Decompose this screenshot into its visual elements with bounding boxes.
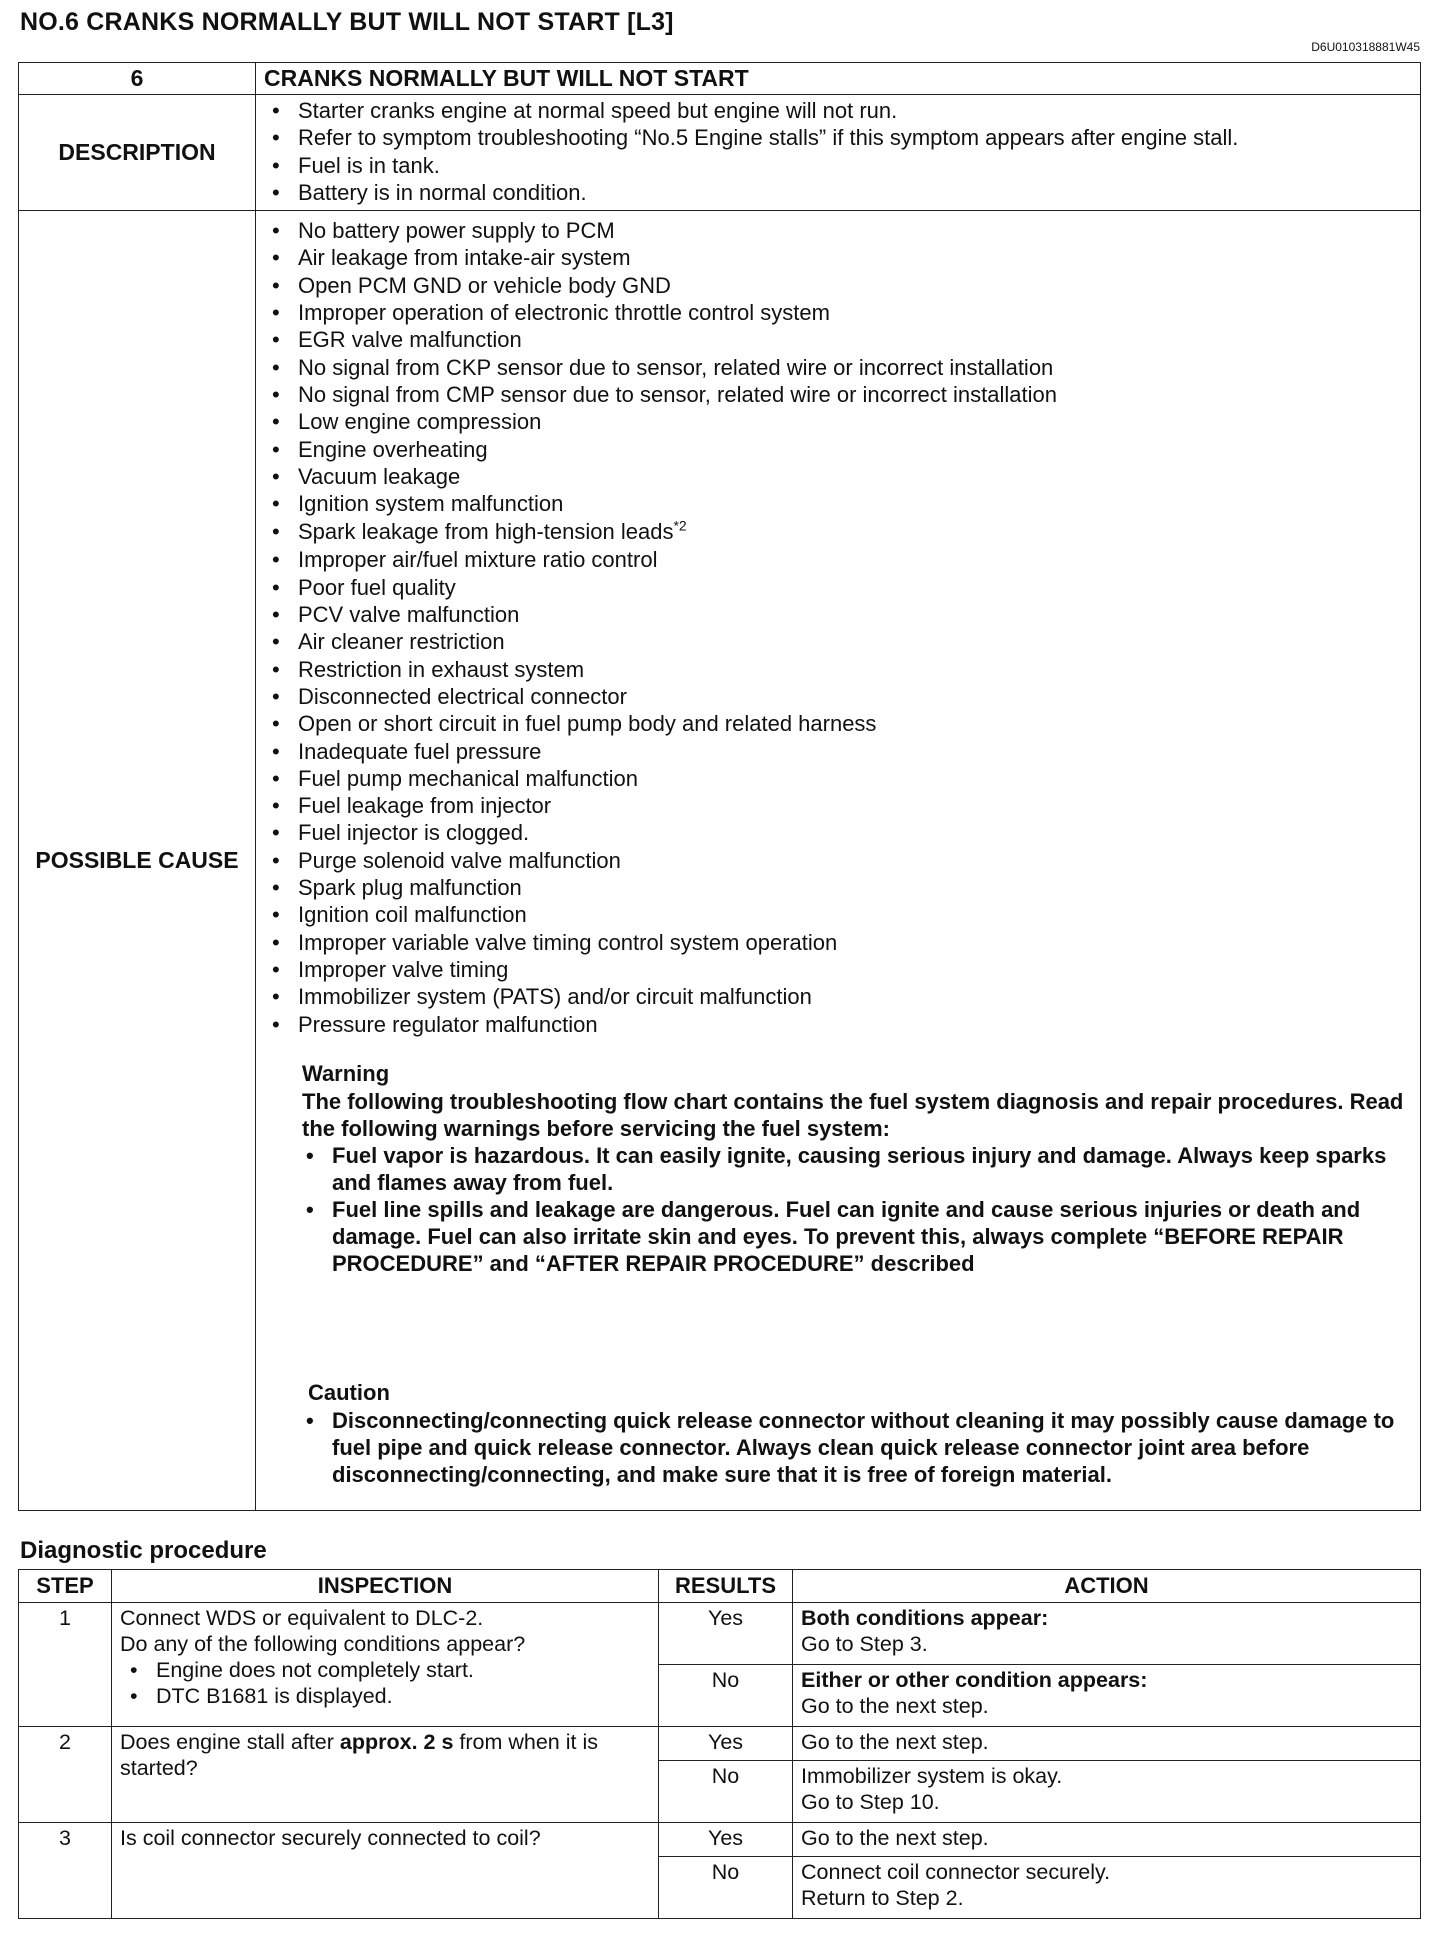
description-label: DESCRIPTION	[19, 95, 256, 211]
list-item: • Disconnected electrical connector	[268, 683, 1412, 710]
table-row	[19, 1603, 1421, 1665]
step-number: 1	[19, 1603, 112, 1727]
step-header: STEP	[19, 1570, 112, 1603]
action-cell	[793, 1603, 1421, 1665]
list-item: • Air leakage from intake-air system	[268, 244, 1412, 271]
list-item: • Fuel vapor is hazardous. It can easily ignite, causing serious injury and damage. Always keep sparks and flames away from fuel.	[302, 1142, 1412, 1196]
action-cell	[793, 1761, 1421, 1823]
list-item: • No signal from CKP sensor due to sensor, related wire or incorrect installation	[268, 354, 1412, 381]
page-title: NO.6 CRANKS NORMALLY BUT WILL NOT START [L3]	[20, 8, 674, 36]
step-number: 3	[19, 1823, 112, 1919]
inspection-text: Does engine stall after	[120, 1730, 340, 1754]
caution-title: Caution	[308, 1379, 390, 1405]
list-item: • Inadequate fuel pressure	[268, 738, 1412, 765]
warning-list	[302, 1142, 1412, 1277]
table-row	[19, 1823, 1421, 1857]
warning-block	[302, 1060, 1412, 1277]
inspection-text: Do any of the following conditions appear?	[120, 1632, 526, 1656]
list-item	[268, 517, 1412, 546]
list-item: • Refer to symptom troubleshooting “No.5 Engine stalls” if this symptom appears after engine stall.	[268, 124, 1412, 151]
list-item: • PCV valve malfunction	[268, 601, 1412, 628]
action-text: Return to Step 2.	[801, 1886, 964, 1910]
condition-list	[126, 1657, 650, 1709]
action-cell	[793, 1857, 1421, 1919]
diagnostic-title: Diagnostic procedure	[20, 1537, 267, 1564]
list-item: • Air cleaner restriction	[268, 628, 1412, 655]
list-item: • Battery is in normal condition.	[268, 179, 1412, 206]
action-text: Go to the next step.	[801, 1694, 989, 1718]
result-yes: Yes	[659, 1727, 793, 1761]
list-item: • Poor fuel quality	[268, 574, 1412, 601]
results-header: RESULTS	[659, 1570, 793, 1603]
list-item: • Fuel line spills and leakage are dangerous. Fuel can ignite and cause serious injuries or death and damage. Fuel can also irritate skin and eyes. To prevent this, always complete “BEFORE REPAIR PROCEDURE” and “AFTER REPAIR PROCEDURE” described	[302, 1196, 1412, 1277]
list-item: • Restriction in exhaust system	[268, 656, 1412, 683]
list-item: • Open PCM GND or vehicle body GND	[268, 272, 1412, 299]
diagnostic-header-row	[19, 1570, 1421, 1603]
list-item: • Improper operation of electronic throttle control system	[268, 299, 1412, 326]
result-no: No	[659, 1665, 793, 1727]
inspection-header: INSPECTION	[112, 1570, 659, 1603]
list-item: • Immobilizer system (PATS) and/or circuit malfunction	[268, 983, 1412, 1010]
list-item: • Purge solenoid valve malfunction	[268, 847, 1412, 874]
list-item: • Improper air/fuel mixture ratio control	[268, 546, 1412, 573]
action-text: Connect coil connector securely.	[801, 1860, 1111, 1884]
footnote-marker: *2	[673, 518, 687, 535]
list-item: • No battery power supply to PCM	[268, 217, 1412, 244]
inspection-text: Is coil connector securely connected to coil?	[112, 1823, 659, 1919]
table-row	[19, 1727, 1421, 1761]
list-item: • Ignition coil malfunction	[268, 901, 1412, 928]
spark-cause-text: Spark leakage from high-tension leads	[298, 519, 674, 545]
list-item: • Improper valve timing	[268, 956, 1412, 983]
cause-list-spark	[268, 517, 1412, 546]
action-text: Go to the next step.	[793, 1823, 1421, 1857]
cause-list-continued	[268, 546, 1412, 1037]
list-item: • Improper variable valve timing control system operation	[268, 929, 1412, 956]
action-cell	[793, 1665, 1421, 1727]
action-bold-text: Either or other condition appears:	[801, 1668, 1148, 1692]
description-content	[256, 95, 1421, 211]
document-code: D6U010318881W45	[1311, 40, 1420, 54]
list-item: • Ignition system malfunction	[268, 490, 1412, 517]
description-row	[19, 95, 1421, 211]
action-text: Go to Step 3.	[801, 1632, 928, 1656]
list-item: • Open or short circuit in fuel pump body and related harness	[268, 710, 1412, 737]
possible-cause-content	[256, 211, 1421, 1511]
step-number: 2	[19, 1727, 112, 1823]
list-item: • Engine does not completely start.	[126, 1657, 650, 1683]
list-item: • Low engine compression	[268, 408, 1412, 435]
caution-list	[302, 1407, 1412, 1488]
list-item: • DTC B1681 is displayed.	[126, 1683, 650, 1709]
diagnostic-table	[18, 1569, 1421, 1919]
possible-cause-row	[19, 211, 1421, 1511]
caution-block	[308, 1379, 1412, 1488]
list-item: • Fuel injector is clogged.	[268, 819, 1412, 846]
warning-text: The following troubleshooting flow chart contains the fuel system diagnosis and repair procedures. Read the following warnings before servicing the fuel system:	[302, 1088, 1404, 1141]
list-item: • Spark plug malfunction	[268, 874, 1412, 901]
list-item: • Starter cranks engine at normal speed but engine will not run.	[268, 97, 1412, 124]
inspection-text: Connect WDS or equivalent to DLC-2.	[120, 1606, 484, 1630]
action-text: Immobilizer system is okay.	[801, 1764, 1063, 1788]
warning-title: Warning	[302, 1060, 390, 1086]
list-item: • Fuel pump mechanical malfunction	[268, 765, 1412, 792]
list-item: • Vacuum leakage	[268, 463, 1412, 490]
action-text: Go to the next step.	[793, 1727, 1421, 1761]
list-item: • EGR valve malfunction	[268, 326, 1412, 353]
action-bold-text: Both conditions appear:	[801, 1606, 1049, 1630]
result-yes: Yes	[659, 1823, 793, 1857]
list-item: • No signal from CMP sensor due to sensor, related wire or incorrect installation	[268, 381, 1412, 408]
result-no: No	[659, 1857, 793, 1919]
inspection-bold-text: approx. 2 s	[339, 1730, 454, 1754]
result-yes: Yes	[659, 1603, 793, 1665]
result-no: No	[659, 1761, 793, 1823]
action-text: Go to Step 10.	[801, 1790, 940, 1814]
cause-list	[268, 217, 1412, 517]
inspection-cell	[112, 1603, 659, 1727]
list-item: • Fuel is in tank.	[268, 152, 1412, 179]
list-item: • Engine overheating	[268, 436, 1412, 463]
description-list	[268, 97, 1412, 206]
symptom-header-row	[19, 63, 1421, 95]
possible-cause-label: POSSIBLE CAUSE	[19, 211, 256, 1511]
symptom-number: 6	[19, 63, 256, 95]
action-header: ACTION	[793, 1570, 1421, 1603]
list-item: • Fuel leakage from injector	[268, 792, 1412, 819]
inspection-cell	[112, 1727, 659, 1823]
list-item: • Disconnecting/connecting quick release connector without cleaning it may possibly cause damage to fuel pipe and quick release connector. Always clean quick release connector joint area before disconnecting/connecting, and make sure that it is free of foreign material.	[302, 1407, 1412, 1488]
symptom-table	[18, 62, 1421, 1511]
symptom-heading: CRANKS NORMALLY BUT WILL NOT START	[256, 63, 1421, 95]
inspection-text: from when it is started?	[120, 1730, 598, 1780]
list-item: • Pressure regulator malfunction	[268, 1011, 1412, 1038]
